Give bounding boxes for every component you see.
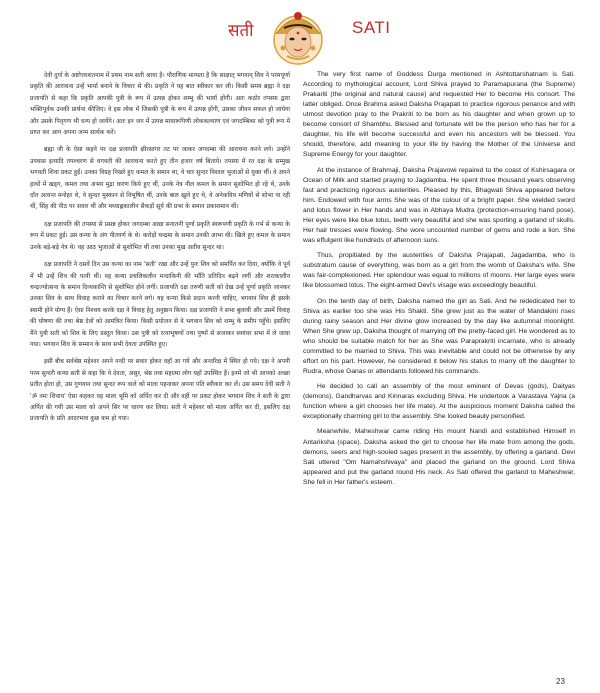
page-header [0,0,600,68]
goddess-face-icon [263,6,333,66]
english-paragraph: On the tenth day of birth, Daksha named the girl as Sati. And he rededicated her to Shiva as earlier too she was His Shakti. She grew just as the water of Mandakini rises during rainy season and Her divine glow increased by the day like autumnal moonlight. When She grew up, Daksha thought of marrying off the pretty-faced girl. He wondered as to who should be suitable match for her as She was Paraprakriti incarnate, who is already committed to be married to Shiva. This was inevitable and could not be otherwise by any effort on his part. However, he considered it below his status to marry off the daughter to Rudra, whose Ganas or attendants followed his commands. [303,297,575,375]
hindi-paragraph: ब्रह्मा जी के ऐसा कहने पर दक्ष प्रजापति क्षीरसागर तट पर जाकर जगदम्बा की आराधना करने लगे। उन्होंने उपवास इत्यादि तपश्चरण से धगवती की आराधना करते हुए तीन हजार वर्ष बिताये। तपस्या में रत दक्ष के सम्मुख भगवती शिवा प्रकट हुईं। उनका विग्रह निखरे हुए कमल के समान था, वे चार सुन्दर विशाल भुजाओं से युक्त थीं। वे अपने हाथों में खड्ग, कमल तथा अभय मुद्रा धारण किये हुए थीं, उनके नेत्र नील कमल के समान सुशोभित हो रहे थे, उनके दाँत अत्यन्त मनोहर थे, वे सुन्दर मुस्कान से विभूषित थीं, उनके बाल खुले हुए थे, वे अनेकविध मणियों से शोभा पा रही थीं, सिंह की पीठ पर सवार थीं और मध्याह्नकालीन सैकड़ों सूर्य की प्रभा के समान प्रकाशमान थीं। [30,146,290,211]
english-paragraph: He decided to call an assembly of the most eminent of Devas (gods), Daityas (demons), Gandharvas and Kinnaras excluding Shiva. He undertook a Varastava Yajna (a function where a girl chooses her life mate). At the auspicious moment Daksha called the exceptionally charming girl to the assembly. She looked beauty personified. [303,383,575,421]
english-paragraph: Thus, propitiated by the austerities of Daksha Prajapati, Jagadamba, who is substratum cause of everything, was born as a girl from the womb of Daksha's wife. She was fair-complexioned. Her splendour was equal to millions of moons. Her large eyes were like blossomed lotus. The eight-armed Devi's visage was exceedingly beautiful. [303,252,575,290]
hindi-paragraph: देवी दुर्गा के अष्टोत्तरशतनाम में प्रथम नाम सती आया है। पौराणिक मान्यता है कि साक्षात् भगवान् शिव ने परमपूर्णा प्रकृति की आराधना उन्हें भार्या बनाने के विचार से की। प्रकृति ने यह बात स्वीकार कर ली। किसी समय ब्रह्मा ने दक्ष प्रजापति से कहा कि प्रकृति आपकी पुत्री के रूप में उत्पन्न होकर शम्भु की भार्या होंगी। अतः कठोर तपस्या द्वारा भक्तिपूर्वक उनकी प्रार्थना कीजिए। वे इस लोक में जिसकी पुत्री के रूप में उत्पन्न होंगी, उसका जीवन सफल हो जायेगा और उसके पितृगण भी धन्य हो जायेंगे। अतः इन जग में उत्पन्न मायारूपिणी लोककल्याण एवं जगदम्बिका को पुत्री रूप में प्राप्त कर आप अपना जन्म सार्थक करें। [30,72,290,137]
english-paragraph: Meanwhile, Maheshwar came riding His mount Nandi and established Himself in Antariksha (space). Daksha asked the girl to choose her life mate from among the gods, demons, seers and high-souled sages present in the assembly, by offering a garland. Devi Sati uttered "Om Namahshivaya" and placed the garland on the ground. Lord Shiva appeared and put the garland round His neck. As Sati offered the garland to Maheshwar, She fell in Her father's esteem. [303,428,575,486]
english-text-column [303,70,575,493]
page-number: 23 [556,677,565,686]
hindi-paragraph: दक्ष प्रजापति की तपस्या से प्रसन्न होकर जगदम्बा आद्या सनातनी पूर्णा प्रकृति स्वरूपणी प्रकृति के गर्भ से कन्या के रूप में प्रकट हुई। उस कन्या के अंग पीतवर्ण के थे। करोड़ों चन्द्रमा के समान उनकी आभा थी। खिले हुए कमल के समान उनके बड़े-बड़े नेत्र थे। वह आठ भुजाओं से सुशोभित थीं तथा उनका मुख अतीव सुन्दर था। [30,220,290,251]
title-english: SATI [352,18,391,37]
hindi-paragraph: दक्ष प्रजापति ने दसवें दिन उस कन्या का नाम 'सती' रखा और उन्हें पुनः शिव को समर्पित कर दिया, क्योंकि वे पूर्व में भी उन्हें शिव की पत्नी थीं। वह कन्या प्रचलिकलीन मन्दाकिनी की भाँति प्रतिदिन बढ़ने लगीं और शरत्कालीन चन्द्रज्योत्सना के समान दिव्यकान्ति से सुशोभित होने लगीं। प्रजापति दक्ष तरुणी सती को देख उन्हें पूर्णा प्रकृति जानकर उनका शिव के साथ विवाह कराने का विचार करने लगे। यह कन्या किसे प्रदान करनी चाहिए, भगवान शिव ही इसके स्वामी होने योग्य हैं। ऐसा निश्चय करके दक्ष ने विवाह हेतु अनुष्ठान किया। दक्ष प्रजापति ने सभा बुलायी और उसमें विवाह की घोषणा की तथा श्रेष्ठ देवों को आमंत्रित किया। किसी प्रयोजन से वे भगवान शिव को शम्भु के समीप पहुँचे। इसलिए मैंने पुत्री सती को शिव के लिए प्रस्तुत किया। उस पुत्री को रत्नाभूषणों तथा पुष्पों से सजाकर स्वयंवर सभा में ले जाया गया। भगवान शिव के सम्मान के साथ सभी देवता उपस्थित हुए। [30,261,290,348]
english-paragraph: At the instance of Brahmaji, Daksha Prajavowi repaired to the coast of Kshirsagara or Ocean of Milk and started praying to Jagdamba. He spent three thousand years observing fast and practicing rigorous austerities. Pleased by this, Bhagwati Shiva appeared before him. Endowed with four arms She was of the colour of a bright paper. She wielded sword and lotus flower in Her hands and was in Abhaya Mudra (protection-ensuring hand pose). Her eyes were like blue lotus, teeth very beautiful and she was sporting a garland of skulls. Her hair tresses were flowing. She wore uncounted number of gems and rode a lion. She was effulgent like hundreds of afternoon suns. [303,166,575,244]
hindi-paragraph: इसी बीच सर्वश्रेष्ठ महेश्वर अपने नन्दी पर सवार होकर वहाँ आ गये और अन्तरिक्ष में स्थित हो गये। दक्ष ने अपनी परम सुन्दरी कन्या सती से कहा कि वे देवता, असुर, श्रेष्ठ तथा महात्मा लोग यहाँ उपस्थित हैं। इनमें जो भी आपको अच्छा प्रतीत होता हो, उस गुणवान तथा सुन्दर रूप वाले को माला पहनाकर अपना पति स्वीकार कर लें। उस समय देवी सती ने 'ॐ नमः शिवाय' ऐसा कहकर वह माला भूमि को अर्पित कर दी और वहीं पर प्रकट होकर भगवान शिव ने सती के द्वारा अर्पित की गयी उस माला को अपने सिर पर धारण कर लिया। सती ने महेश्वर को माला अर्पित कर दी, इसलिए दक्ष प्रजापति के प्रति आदरभाव कुछ कम हो गया। [30,358,290,423]
hindi-text-column [30,70,290,431]
title-hindi: सती [228,21,254,41]
english-paragraph: The very first name of Goddess Durga mentioned in Ashtottarshatnam is Sati. According to mythological account, Lord Shiva prayed to Paramapurana (the Supreme) Prakariti (the original and natural cause) and requested Her to become His consort. The latter obliged. Once Brahma asked Daksha Prajapati to practice rigorous penance and with utmost devotion pray to the Prakriti to be born as his daughter and when grown up to become consort of Shambhu. Blessed and fortunate will be the person who has her for a daughter, his life will become successful and even his ancestors will be blessed. You should, therefore, add meaning to your life by having the Mother of the Universe and Supreme Energy for your daughter. [303,71,575,159]
